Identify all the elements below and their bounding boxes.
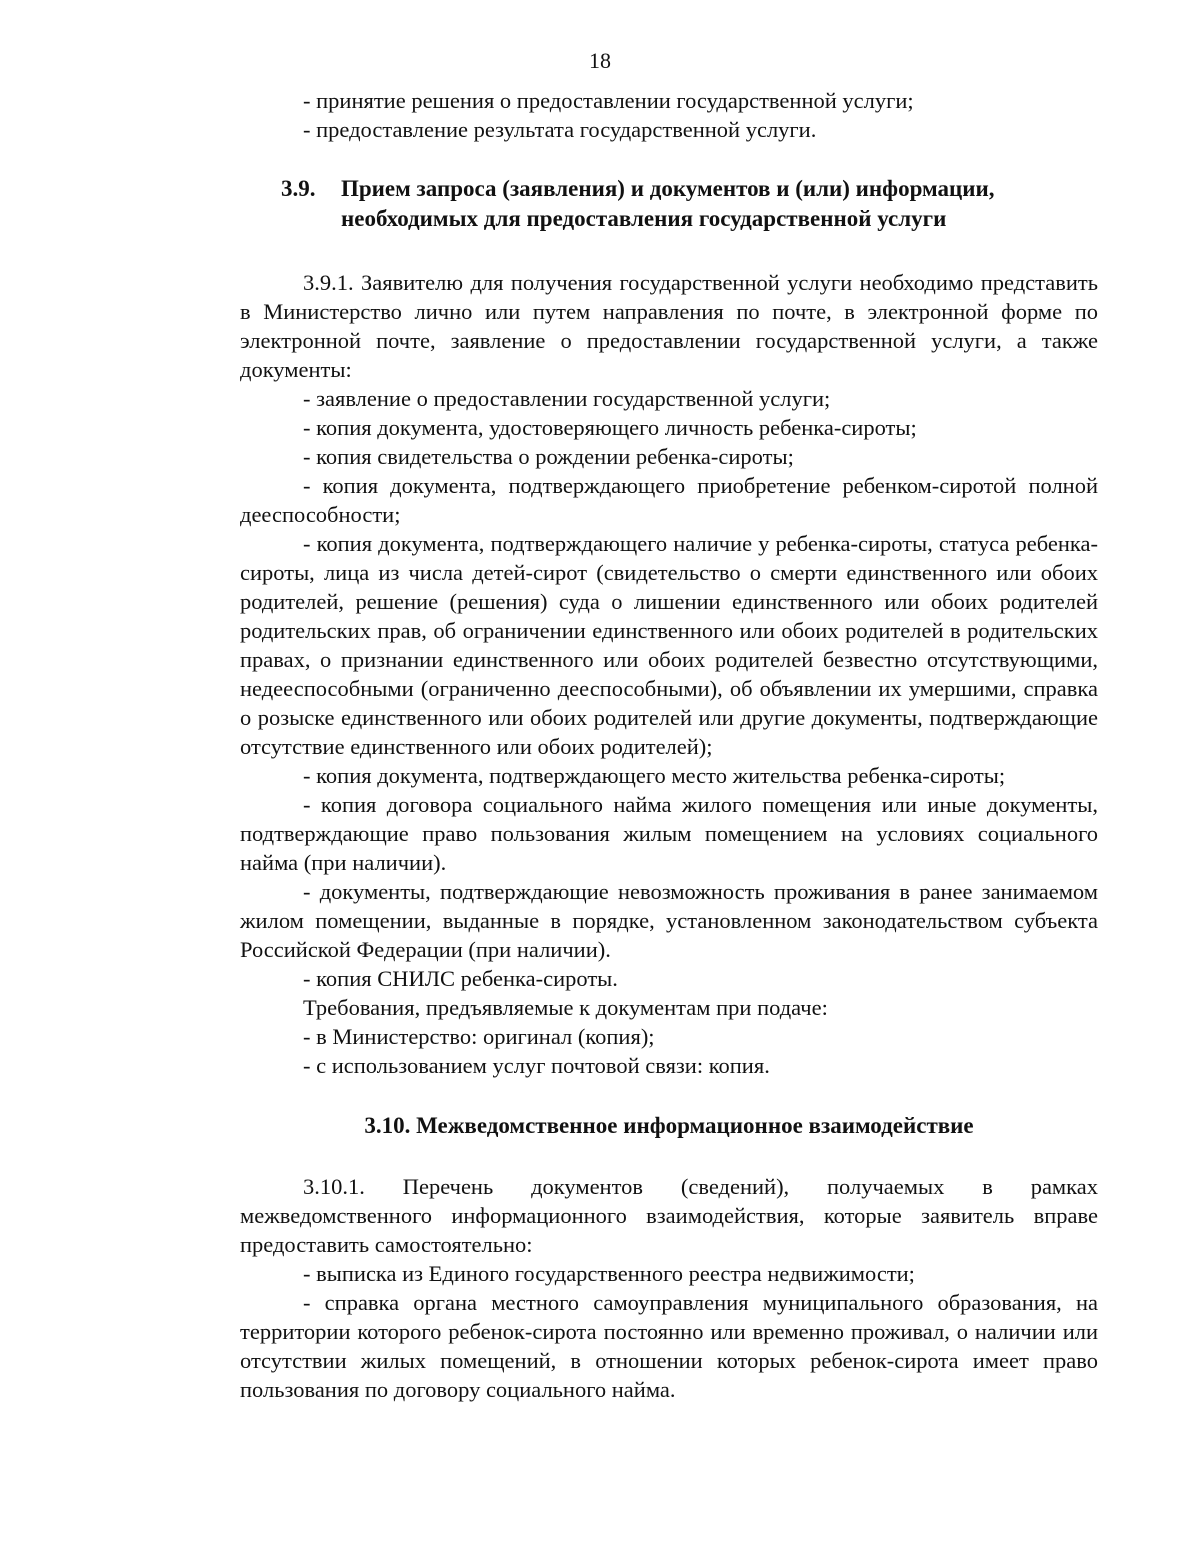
list-item: - выписка из Единого государственного реестра недвижимости;	[303, 1261, 915, 1286]
list-item: - в Министерство: оригинал (копия);	[303, 1024, 655, 1049]
document-body	[240, 86, 1098, 1404]
list-item: - копия документа, подтверждающего приобретение ребенком-сиротой полной дееспособности;	[240, 473, 1098, 527]
list-item: - справка органа местного самоуправления муниципального образования, на территории которого ребенок-сирота постоянно или временно проживал, о наличии или отсутствии жилых помещений, в отношении которых ребенок-сирота имеет право пользования по договору социального найма.	[240, 1290, 1098, 1402]
paragraph: 3.9.1. Заявителю для получения государственной услуги необходимо представить в Министерство лично или путем направления по почте, в электронной форме по электронной почте, заявление о предоставлении государственной услуги, а также документы:	[240, 270, 1098, 382]
list-item: - копия свидетельства о рождении ребенка-сироты;	[303, 444, 794, 469]
list-item: - принятие решения о предоставлении государственной услуги;	[303, 88, 914, 113]
list-item: - копия документа, удостоверяющего личность ребенка-сироты;	[303, 415, 917, 440]
list-item: - заявление о предоставлении государственной услуги;	[303, 386, 831, 411]
list-item: - предоставление результата государственной услуги.	[303, 117, 817, 142]
section-number: 3.9.	[281, 176, 316, 201]
list-item: - копия СНИЛС ребенка-сироты.	[303, 966, 618, 991]
page-number: 18	[589, 48, 611, 73]
list-item: - копия документа, подтверждающего наличие у ребенка-сироты, статуса ребенка-сироты, лица из числа детей-сирот (свидетельство о смерти единственного или обоих родителей, решение (решения) суда о лишении единственного или обоих родителей родительских прав, об ограничении единственного или обоих родителей в родительских правах, о признании единственного или обоих родителей безвестно отсутствующими, недееспособными (ограниченно дееспособными), об объявлении их умершими, справка о розыске единственного или обоих родителей или другие документы, подтверждающие отсутствие единственного или обоих родителей);	[240, 531, 1098, 759]
list-item: - копия договора социального найма жилого помещения или иные документы, подтверждающие право пользования жилым помещением на условиях социального найма (при наличии).	[240, 792, 1098, 875]
section-heading-3-9	[240, 174, 1098, 234]
list-item: - копия документа, подтверждающего место жительства ребенка-сироты;	[303, 763, 1006, 788]
list-item: - с использованием услуг почтовой связи: копия.	[303, 1053, 770, 1078]
section-heading-3-10: 3.10. Межведомственное информационное взаимодействие	[364, 1113, 974, 1138]
paragraph: 3.10.1. Перечень документов (сведений), получаемых в рамках межведомственного информационного взаимодействия, которые заявитель вправе предоставить самостоятельно:	[240, 1174, 1098, 1257]
paragraph: Требования, предъявляемые к документам при подаче:	[303, 995, 828, 1020]
list-item: - документы, подтверждающие невозможность проживания в ранее занимаемом жилом помещении, выданные в порядке, установленном законодательством субъекта Российской Федерации (при наличии).	[240, 879, 1098, 962]
section-title: Прием запроса (заявления) и документов и (или) информации, необходимых для предоставления государственной услуги	[341, 176, 995, 231]
